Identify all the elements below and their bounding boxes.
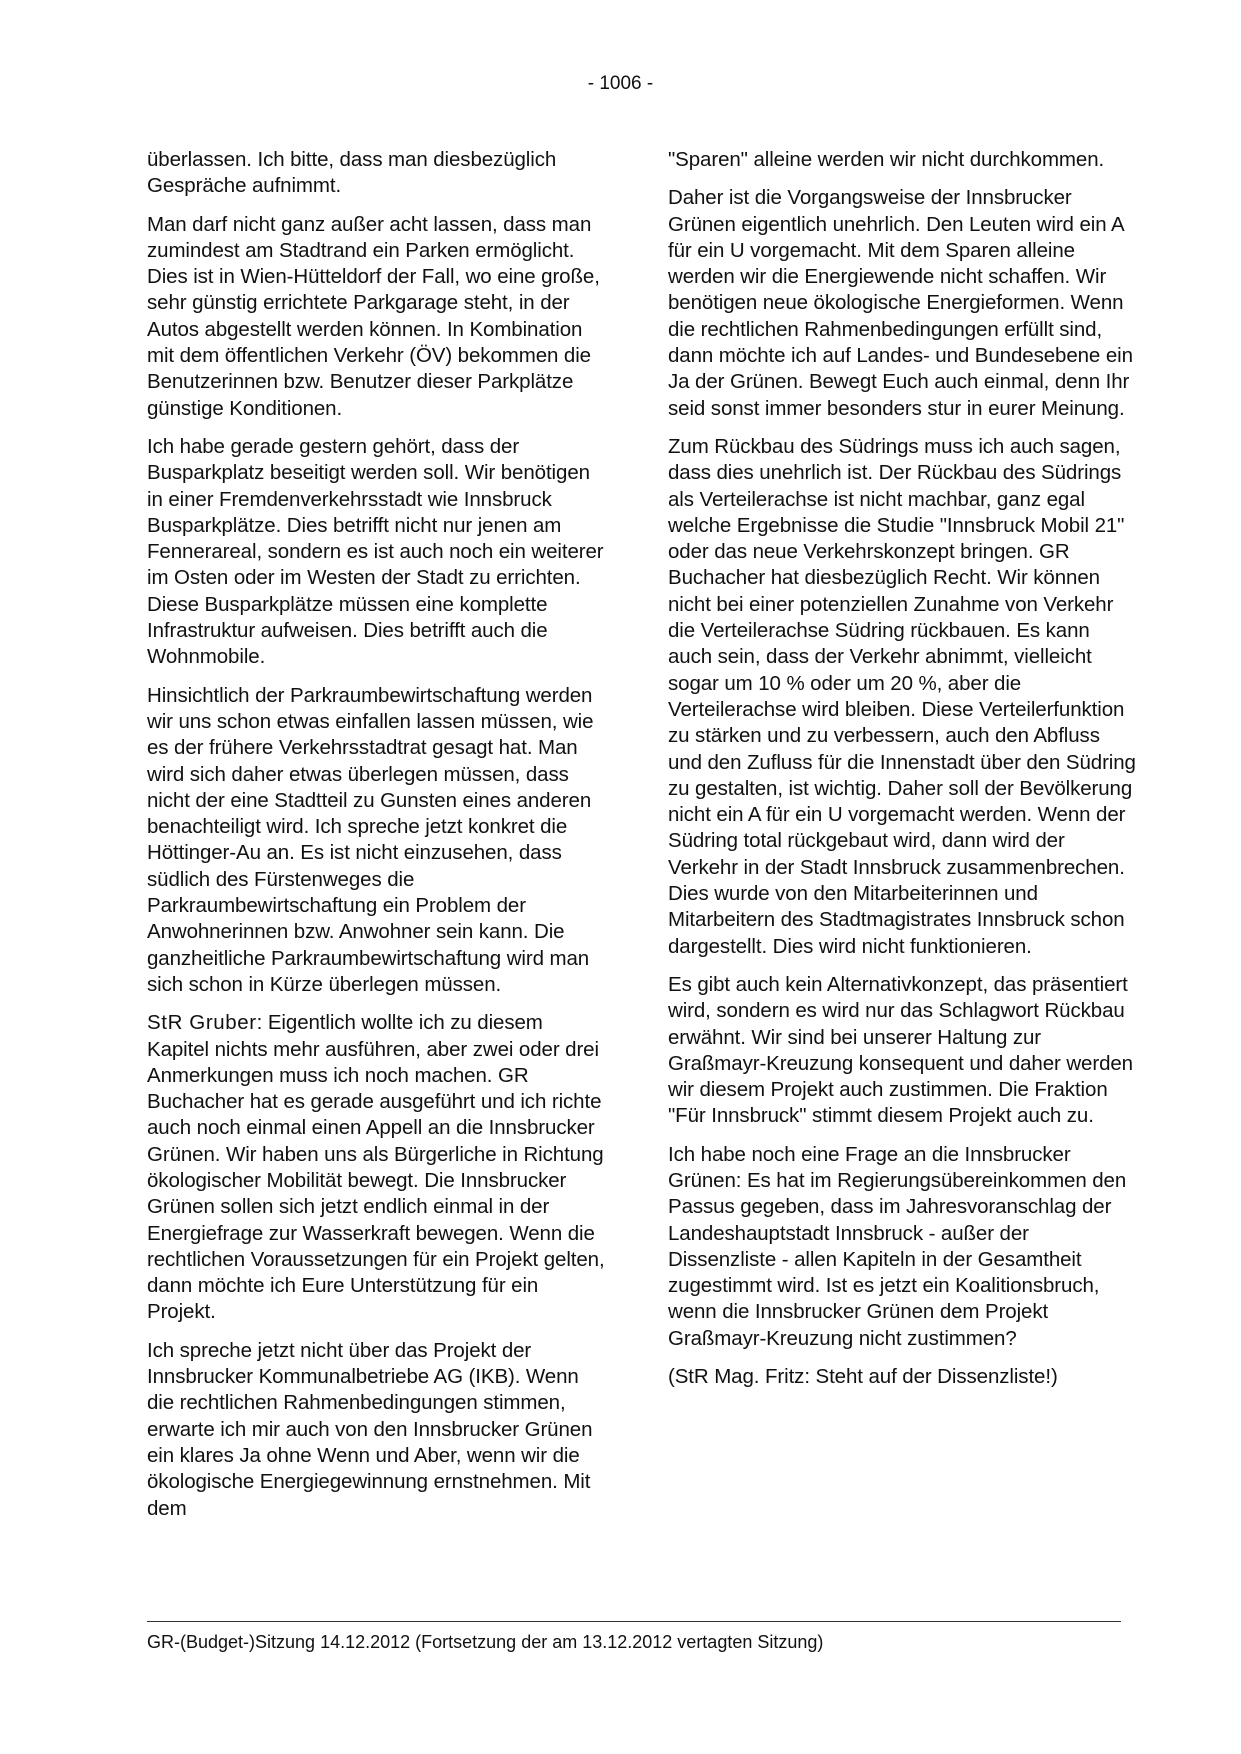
speaker-text: : Eigentlich wollte ich zu diesem Kapitel nichts mehr ausführen, aber zwei oder drei Anmerkungen muss ich noch machen. GR Buchacher hat es gerade ausgeführt und ich richte auch noch einmal einen Appell an die Innsbrucker Grünen. Wir haben uns als Bürgerliche in Richtung ökologischer Mobilität bewegt. Die Innsbrucker Grünen sollen sich jetzt endlich einmal in der Energiefrage zur Wasserkraft bewegen. Wenn die rechtlichen Voraussetzungen für ein Projekt gelten, dann möchte ich Eure Unterstützung für ein Projekt. [147,1011,605,1324]
paragraph: Ich spreche jetzt nicht über das Projekt der Innsbrucker Kommunalbetriebe AG (IKB). Wenn die rechtlichen Rahmenbedingungen stimmen, erwarte ich mir auch von den Innsbrucker Grünen ein klares Ja ohne Wenn und Aber, wenn wir die ökologische Energiegewinnung ernstnehmen. Mit dem [147,1338,593,1520]
footer: GR-(Budget-)Sitzung 14.12.2012 (Fortsetzung der am 13.12.2012 vertagten Sitzung) [147,1632,824,1652]
paragraph: Zum Rückbau des Südrings muss ich auch sagen, dass dies unehrlich ist. Der Rückbau des Südrings als Verteilerachse ist nicht machbar, ganz egal welche Ergebnisse die Studie "Innsbruck Mobil 21" oder das neue Verkehrskonzept bringen. GR Buchacher hat diesbezüglich Recht. Wir können nicht bei einer potenziellen Zunahme von Verkehr die Verteilerachse Südring rückbauen. Es kann auch sein, dass der Verkehr abnimmt, vielleicht sogar um 10 % oder um 20 %, aber die Verteilerachse wird bleiben. Diese Verteilerfunktion zu stärken und zu verbessern, auch den Abfluss und den Zufluss für die Innenstadt über den Südring zu gestalten, ist wichtig. Daher soll der Bevölkerung nicht ein A für ein U vorgemacht werden. Wenn der Südring total rückgebaut wird, dann wird der Verkehr in der Stadt Innsbruck zusammenbrechen. Dies wurde von den Mitarbeiterinnen und Mitarbeitern des Stadtmagistrates Innsbruck schon dargestellt. Dies wird nicht funktionieren. [668,434,1136,958]
paragraph: Ich habe noch eine Frage an die Innsbrucker Grünen: Es hat im Regierungsübereinkommen den Passus gegeben, dass im Jahresvoranschlag der Landeshauptstadt Innsbruck - außer der Dissenzliste - allen Kapiteln in der Gesamtheit zugestimmt wird. Ist es jetzt ein Koalitionsbruch, wenn die Innsbrucker Grünen dem Projekt Graßmayr-Kreuzung nicht zustimmen? [668,1142,1127,1350]
paragraph: Man darf nicht ganz außer acht lassen, dass man zumindest am Stadtrand ein Parken ermöglicht. Dies ist in Wien-Hütteldorf der Fall, wo eine große, sehr günstig errichtete Parkgarage steht, in der Autos abgestellt werden können. In Kombination mit dem öffentlichen Verkehr (ÖV) bekommen die Benutzerinnen bzw. Benutzer dieser Parkplätze günstige Konditionen. [147,212,600,420]
speaker-name: StR Gruber [147,1011,257,1035]
paragraph: Hinsichtlich der Parkraumbewirtschaftung werden wir uns schon etwas einfallen lassen müssen, wie es der frühere Verkehrsstadtrat gesagt hat. Man wird sich daher etwas überlegen müssen, dass nicht der eine Stadtteil zu Gunsten eines anderen benachteiligt wird. Ich spreche jetzt konkret die Höttinger-Au an. Es ist nicht einzusehen, dass südlich des Fürstenweges die Parkraumbewirtschaftung ein Problem der Anwohnerinnen bzw. Anwohner sein kann. Die ganzheitliche Parkraumbewirtschaftung wird man sich schon in Kürze überlegen müssen. [147,683,594,996]
paragraph: Ich habe gerade gestern gehört, dass der Busparkplatz beseitigt werden soll. Wir benötigen in einer Fremdenverkehrsstadt wie Innsbruck Busparkplätze. Dies betrifft nicht nur jenen am Fennerareal, sondern es ist auch noch ein weiterer im Osten oder im Westen der Stadt zu errichten. Diese Busparkplätze müssen eine komplette Infrastruktur aufweisen. Dies betrifft auch die Wohnmobile. [147,434,604,669]
paragraph: Daher ist die Vorgangsweise der Innsbrucker Grünen eigentlich unehrlich. Den Leuten wird ein A für ein U vorgemacht. Mit dem Sparen alleine werden wir die Energiewende nicht schaffen. Wir benötigen neue ökologische Energieformen. Wenn die rechtlichen Rahmenbedingungen erfüllt sind, dann möchte ich auf Landes- und Bundesebene ein Ja der Grünen. Bewegt Euch auch einmal, denn Ihr seid sonst immer besonders stur in eurer Meinung. [668,186,1133,420]
right-column [668,147,1138,1402]
interjection: (StR Mag. Fritz: Steht auf der Dissenzliste!) [668,1365,1058,1389]
speaker-paragraph [147,1010,607,1326]
paragraph: "Sparen" alleine werden wir nicht durchkommen. [668,148,1105,171]
paragraph: überlassen. Ich bitte, dass man diesbezüglich Gespräche aufnimmt. [147,148,557,198]
paragraph: Es gibt auch kein Alternativkonzept, das präsentiert wird, sondern es wird nur das Schlagwort Rückbau erwähnt. Wir sind bei unserer Haltung zur Graßmayr-Kreuzung konsequent und daher werden wir diesem Projekt auch zustimmen. Die Fraktion "Für Innsbruck" stimmt diesem Projekt auch zu. [668,972,1133,1128]
left-column [147,147,607,1534]
page-number: - 1006 - [587,73,654,94]
footer-divider [147,1621,1121,1622]
